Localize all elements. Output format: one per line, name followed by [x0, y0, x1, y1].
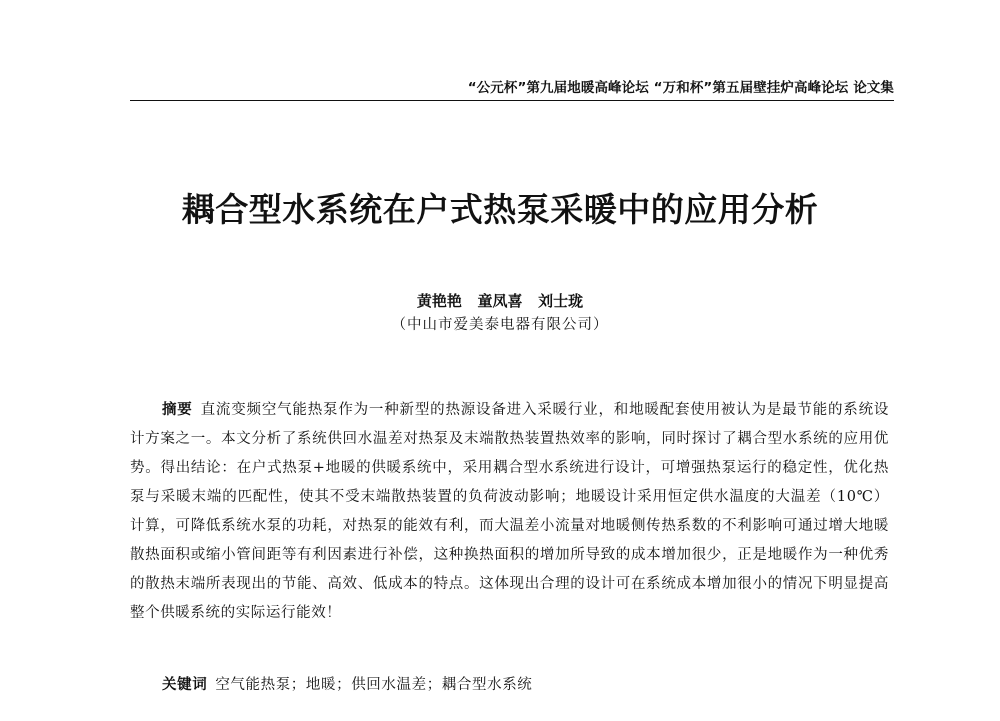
author-list: 黄艳艳 童凤喜 刘士珑	[416, 292, 584, 310]
running-header: “公元杯”第九届地暖高峰论坛 “万和杯”第五届壁挂炉高峰论坛 论文集	[130, 78, 894, 101]
abstract-label: 摘要	[162, 402, 193, 418]
author-affiliation: （中山市爱美泰电器有限公司）	[391, 317, 609, 333]
abstract	[130, 396, 889, 628]
keywords-label: 关键词	[162, 677, 208, 693]
paper-title: 耦合型水系统在户式热泵采暖中的应用分析	[181, 190, 819, 229]
keywords-text: 空气能热泵；地暖；供回水温差；耦合型水系统	[215, 677, 533, 693]
keywords	[162, 672, 532, 698]
abstract-text: 直流变频空气能热泵作为一种新型的热源设备进入采暖行业，和地暖配套使用被认为是最节能的系统设计方案之一。本文分析了系统供回水温差对热泵及末端散热装置热效率的影响，同时探讨了耦合型水系统的应用优势。得出结论：在户式热泵+地暖的供暖系统中，采用耦合型水系统进行设计，可增强热泵运行的稳定性，优化热泵与采暖末端的匹配性，使其不受末端散热装置的负荷波动影响；地暖设计采用恒定供水温度的大温差（10℃）计算，可降低系统水泵的功耗，对热泵的能效有利，而大温差小流量对地暖侧传热系数的不利影响可通过增大地暖散热面积或缩小管间距等有利因素进行补偿，这种换热面积的增加所导致的成本增加很少，正是地暖作为一种优秀的散热末端所表现出的节能、高效、低成本的特点。这体现出合理的设计可在系统成本增加很小的情况下明显提高整个供暖系统的实际运行能效！	[130, 402, 889, 621]
